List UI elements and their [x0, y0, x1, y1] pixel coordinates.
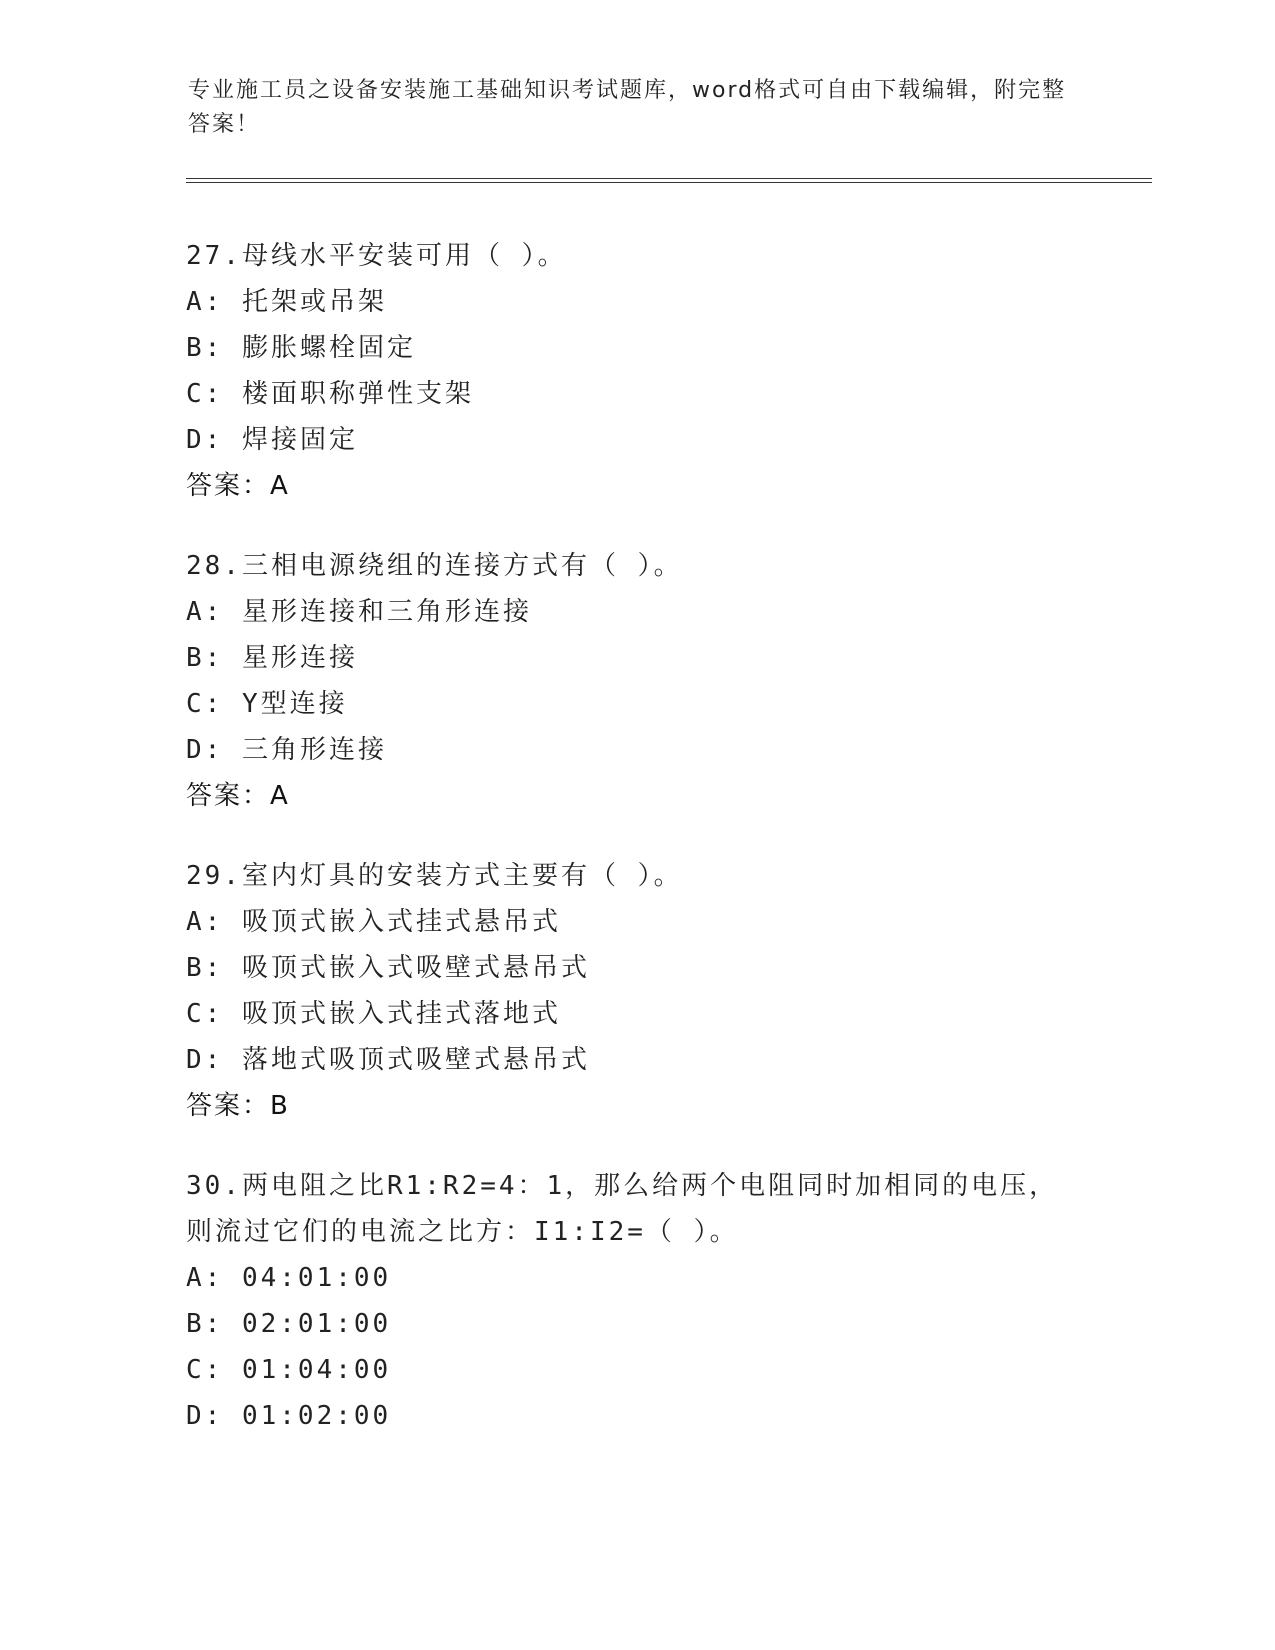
question-text: 29.室内灯具的安装方式主要有（ ）。 — [186, 861, 683, 891]
option-a: A: 04:01:00 — [186, 1263, 392, 1293]
answer-label: 答案：A — [186, 781, 290, 811]
question-28 — [186, 543, 1086, 819]
option-a: A: 吸顶式嵌入式挂式悬吊式 — [186, 907, 561, 937]
question-text: 28.三相电源绕组的连接方式有（ ）。 — [186, 551, 683, 581]
option-c: C: 吸顶式嵌入式挂式落地式 — [186, 999, 561, 1029]
header-divider — [186, 178, 1152, 183]
question-27 — [186, 233, 1086, 509]
answer-label: 答案：A — [186, 471, 290, 501]
answer-label: 答案：B — [186, 1091, 290, 1121]
option-b: B: 膨胀螺栓固定 — [186, 333, 416, 363]
option-d: D: 三角形连接 — [186, 735, 387, 765]
option-d: D: 01:02:00 — [186, 1401, 392, 1431]
question-30 — [186, 1163, 1086, 1439]
option-b: B: 02:01:00 — [186, 1309, 392, 1339]
page-header-title: 专业施工员之设备安装施工基础知识考试题库，word格式可自由下载编辑，附完整答案！ — [188, 78, 1067, 137]
option-c: C: 01:04:00 — [186, 1355, 392, 1385]
option-b: B: 吸顶式嵌入式吸壁式悬吊式 — [186, 953, 590, 983]
option-d: D: 落地式吸顶式吸壁式悬吊式 — [186, 1045, 590, 1075]
option-a: A: 星形连接和三角形连接 — [186, 597, 532, 627]
question-29 — [186, 853, 1086, 1129]
question-list — [186, 233, 1086, 1473]
option-a: A: 托架或吊架 — [186, 287, 387, 317]
question-text: 27.母线水平安装可用（ ）。 — [186, 241, 567, 271]
question-text: 30.两电阻之比R1:R2=4：1，那么给两个电阻同时加相同的电压，则流过它们的电流之比方：I1:I2=（ ）。 — [186, 1171, 1059, 1247]
option-b: B: 星形连接 — [186, 643, 358, 673]
option-c: C: Y型连接 — [186, 689, 348, 719]
option-c: C: 楼面职称弹性支架 — [186, 379, 474, 409]
option-d: D: 焊接固定 — [186, 425, 358, 455]
